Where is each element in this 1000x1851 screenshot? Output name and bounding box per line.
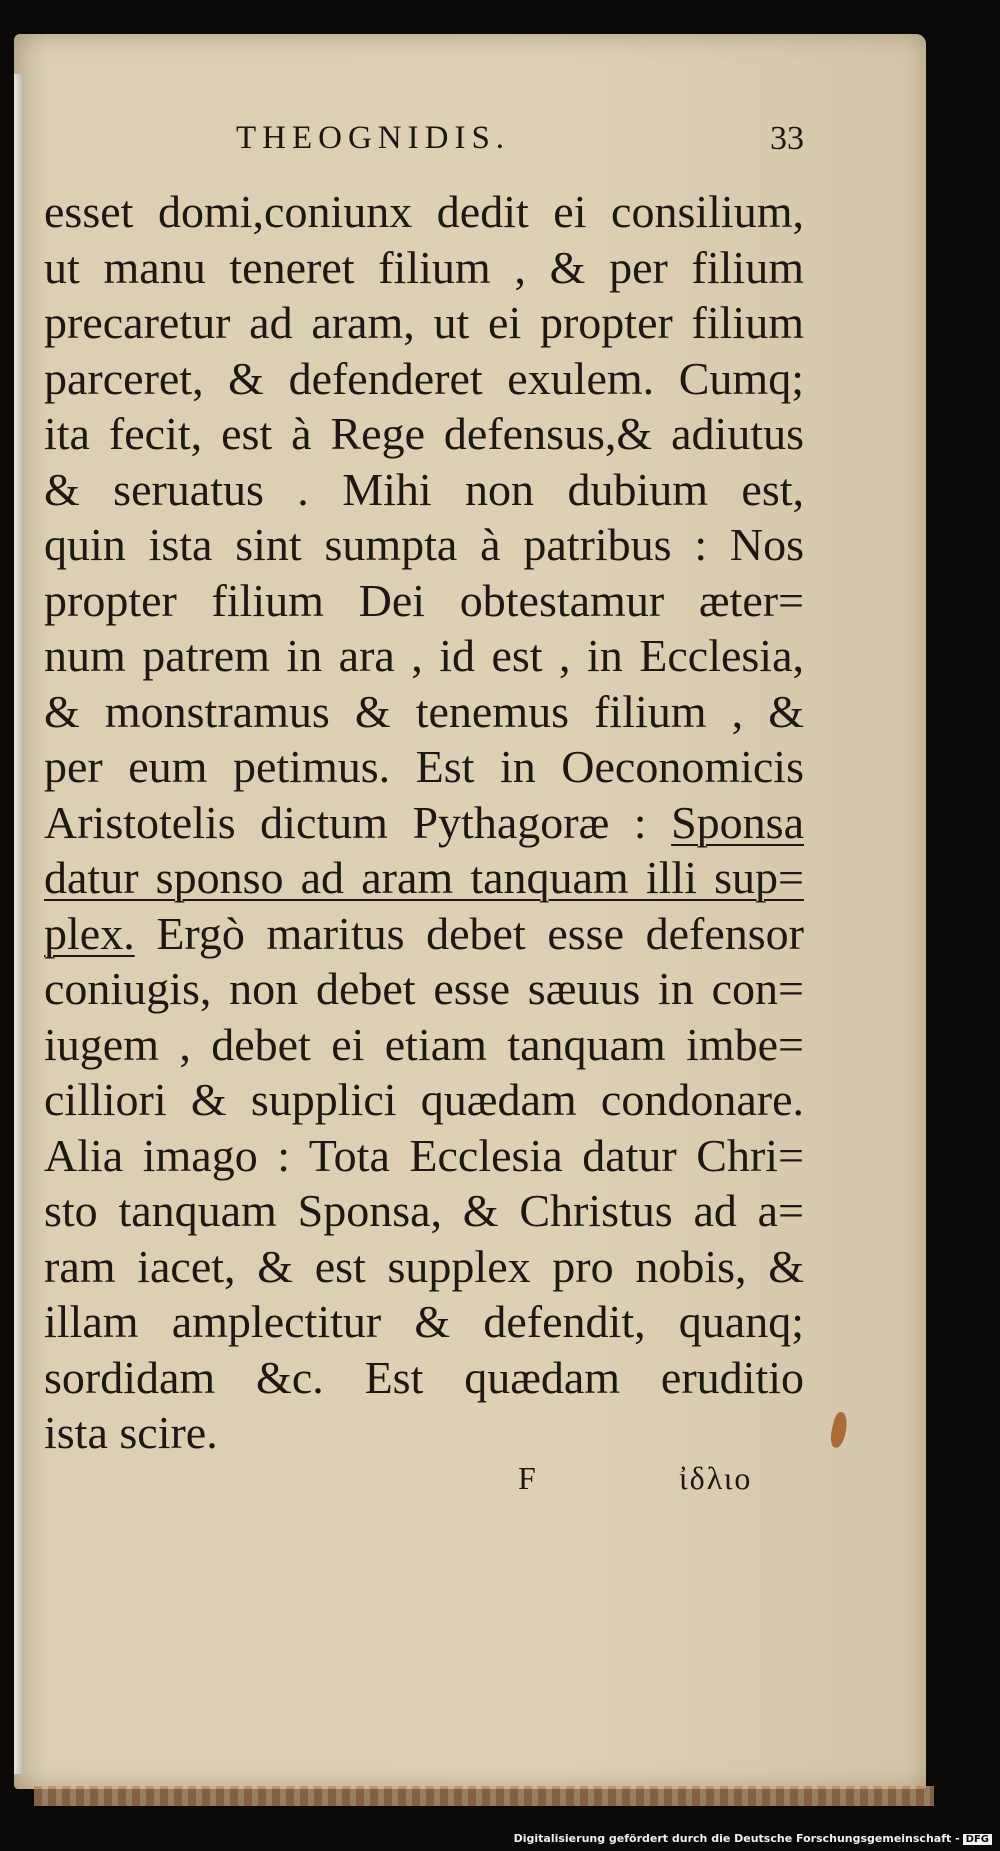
page-number: 33 [770,120,804,157]
text-line: ita fecit, est à Rege defensus,& adiutus [44,408,804,459]
underlined-text: Sponsa [671,796,804,848]
text-line: esset domi,coniunx dedit ei consilium, [44,186,804,237]
underlined-text: datur sponso ad aram tanquam illi sup= [44,852,804,903]
text-line: & monstramus & tenemus filium , & [44,685,804,737]
text-line: num patrem in ara , id est , in Ecclesia, [44,630,804,681]
text-line [44,795,804,851]
ink-stain [828,1411,849,1449]
text-line: per eum petimus. Est in Oeconomicis [44,741,804,792]
text-line: sto tanquam Sponsa, & Christus ad a= [44,1185,804,1236]
text-line: sordidam &c. Est quædam eruditio [44,1351,804,1403]
text-line: precaretur ad aram, ut ei propter filium [44,297,804,348]
text-line: Alia imago : Tota Ecclesia datur Chri= [44,1129,804,1181]
dfg-logo: DFG [963,1834,992,1845]
underlined-text: plex. [44,907,135,959]
text-line: quin ista sint sumpta à patribus : Nos [44,519,804,570]
text-line: parceret, & defenderet exulem. Cumq; [44,352,804,404]
book-page [14,34,926,1789]
page-bottom-edge [34,1786,934,1806]
catchword: ἰδλιο [679,1460,753,1496]
text-line: coniugis, non debet esse sæuus in con= [44,963,804,1014]
text-line: ut manu teneret filium , & per filium [44,241,804,293]
page-spine-edge [14,74,24,1774]
text-line [44,850,804,906]
signature-mark: F [518,1460,536,1496]
text-line: illam amplectitur & defendit, quanq; [44,1296,804,1347]
credit-text: Digitalisierung gefördert durch die Deutsche Forschungsgemeinschaft - [513,1832,960,1845]
text-line: iugem , debet ei etiam tanquam imbe= [44,1018,804,1070]
text-line: ram iacet, & est supplex pro nobis, & [44,1240,804,1292]
text-line: ista scire. [44,1407,218,1458]
text-segment: Aristotelis dictum Pythagoræ : [44,796,672,848]
text-segment: Ergò maritus debet esse defensor [134,907,804,959]
text-line [44,906,804,962]
running-head: THEOGNIDIS. [236,120,511,156]
text-line: & seruatus . Mihi non dubium est, [44,463,804,515]
text-line: cilliori & supplici quædam condonare. [44,1074,804,1125]
digitization-credit [514,1832,992,1845]
body-text [44,184,804,1461]
text-line: propter filium Dei obtestamur æter= [44,574,804,626]
